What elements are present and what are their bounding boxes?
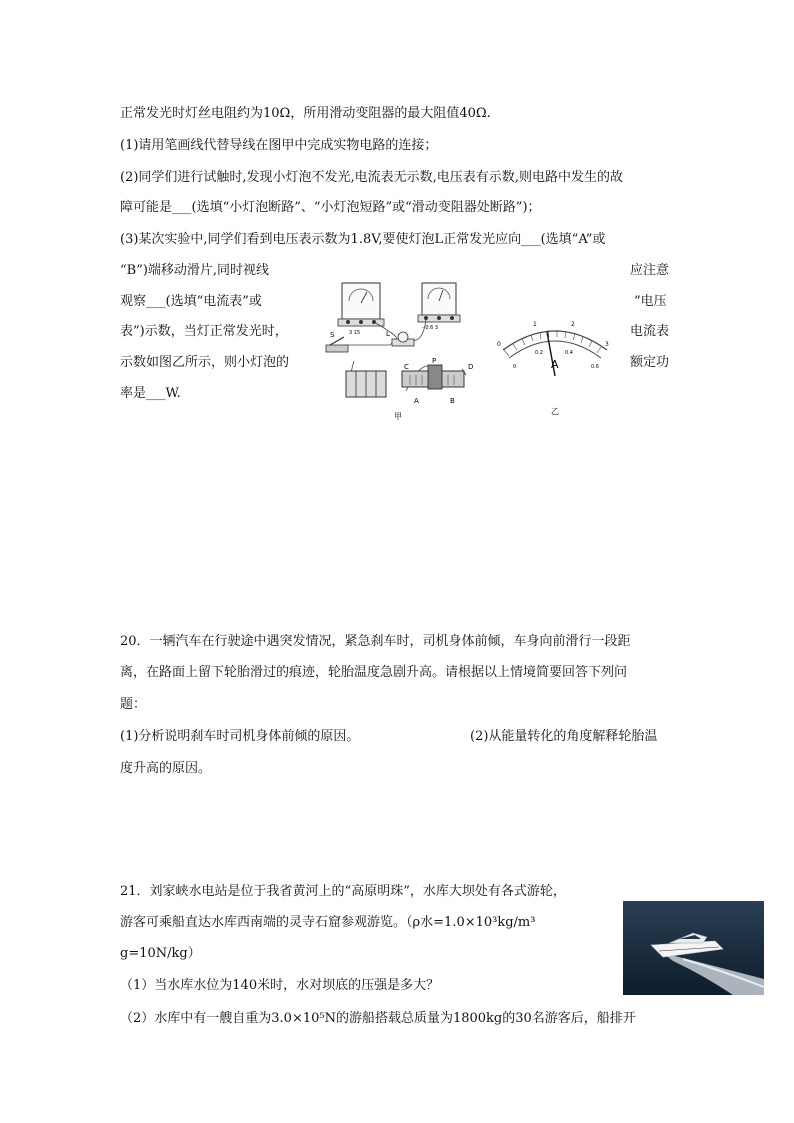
q19-part3-line2-right: 应注意: [630, 263, 670, 278]
rheostat-terminal-a: A: [414, 397, 419, 405]
q19-part3-line4-right: 电流表: [630, 324, 670, 339]
rheostat-terminal-c: C: [404, 363, 409, 371]
voltmeter-icon: [338, 283, 384, 326]
ammeter-icon: [418, 283, 460, 322]
q20-line2: 离，在路面上留下轮胎滑过的痕迹，轮胎温度急剧升高。请根据以上情境简要回答下列问: [120, 665, 628, 680]
q21-line3: g=10N/kg）: [120, 946, 201, 961]
q21-sub2: （2）水库中有一艘自重为3.0×10⁵N的游船搭载总质量为1800kg的30名游客后，船排开: [120, 1011, 636, 1026]
q19-part3-line6: 率是___W.: [120, 386, 181, 401]
yacht-photo: [623, 901, 764, 995]
figure-jia-caption: 甲: [394, 412, 402, 421]
rheostat-terminal-d: D: [468, 363, 474, 371]
q19-part1: (1)请用笔画线代替导线在图甲中完成实物电路的连接；: [120, 138, 438, 153]
dial-outer-label-3: 3: [605, 341, 609, 348]
lamp-icon: [392, 332, 414, 346]
q19-part3-line4-left: 表”)示数，当灯正常发光时，: [120, 324, 288, 339]
rheostat-terminal-b: B: [450, 397, 455, 405]
q19-part3-line3-left: 观察___(选填“电流表”或: [120, 294, 262, 309]
dial-outer-label-2: 2: [571, 321, 575, 328]
dial-outer-label-1: 1: [533, 321, 537, 328]
dial-outer-label-0: 0: [497, 341, 501, 348]
q19-part3-line3-right: “电压: [634, 294, 667, 309]
voltmeter-terminal-label: 3 15: [349, 330, 361, 336]
dial-inner-label-0: 0: [513, 364, 517, 370]
q21-line1: 21．刘家峡水电站是位于我省黄河上的“高原明珠”，水库大坝处有各式游轮，: [120, 884, 566, 899]
dial-inner-label-1: 0.2: [535, 350, 543, 356]
q19-line1: 正常发光时灯丝电阻约为10Ω，所用滑动变阻器的最大阻值40Ω.: [120, 106, 491, 121]
switch-icon: [326, 337, 348, 352]
q20-line5: 度升高的原因。: [120, 761, 212, 776]
lamp-label: L: [386, 330, 390, 338]
q19-part2-line1: (2)同学们进行试触时,发现小灯泡不发光,电流表无示数,电压表有示数,则电路中发生的故: [120, 170, 623, 185]
q20-line1: 20．一辆汽车在行驶途中遇突发情况，紧急刹车时，司机身体前倾，车身向前滑行一段距: [120, 634, 631, 649]
q20-line3: 题：: [120, 697, 147, 712]
q21-sub1: （1）当水库水位为140米时，水对坝底的压强是多大？: [120, 978, 440, 993]
dial-inner-label-2: 0.4: [565, 350, 573, 356]
rheostat-slider-p: P: [432, 357, 437, 365]
q21-line2: 游客可乘船直达水库西南端的灵寺石窟参观游览。（ρ水=1.0×10³kg/m³: [120, 915, 536, 930]
q20-sub1: (1)分析说明刹车时司机身体前倾的原因。: [120, 729, 360, 744]
ammeter-dial-figure-yi: [495, 310, 615, 425]
q19-part3-line5-right: 额定功: [630, 355, 670, 370]
q19-part2-line2: 障可能是___(选填“小灯泡断路”、“小灯泡短路”或“滑动变阻器处断路”)；: [120, 200, 541, 215]
figure-yi-caption: 乙: [551, 407, 559, 416]
q20-sub2: (2)从能量转化的角度解释轮胎温: [470, 729, 658, 744]
q19-part3-line2-left: “B”)端移动滑片,同时视线: [120, 263, 270, 278]
switch-label: S: [330, 331, 335, 339]
dial-unit-label: A: [551, 358, 559, 371]
dial-inner-label-3: 0.6: [591, 364, 599, 370]
ammeter-terminal-label: - 0.6 3: [422, 325, 439, 331]
battery-icon: [346, 371, 386, 397]
rheostat-icon: [402, 365, 466, 389]
q19-part3-line1: (3)某次实验中,同学们看到电压表示数为1.8V,要使灯泡L正常发光应向___(选填“A”或: [120, 232, 606, 247]
q19-part3-line5-left: 示数如图乙所示，则小灯泡的: [120, 355, 290, 370]
circuit-figure-jia: [320, 275, 490, 425]
